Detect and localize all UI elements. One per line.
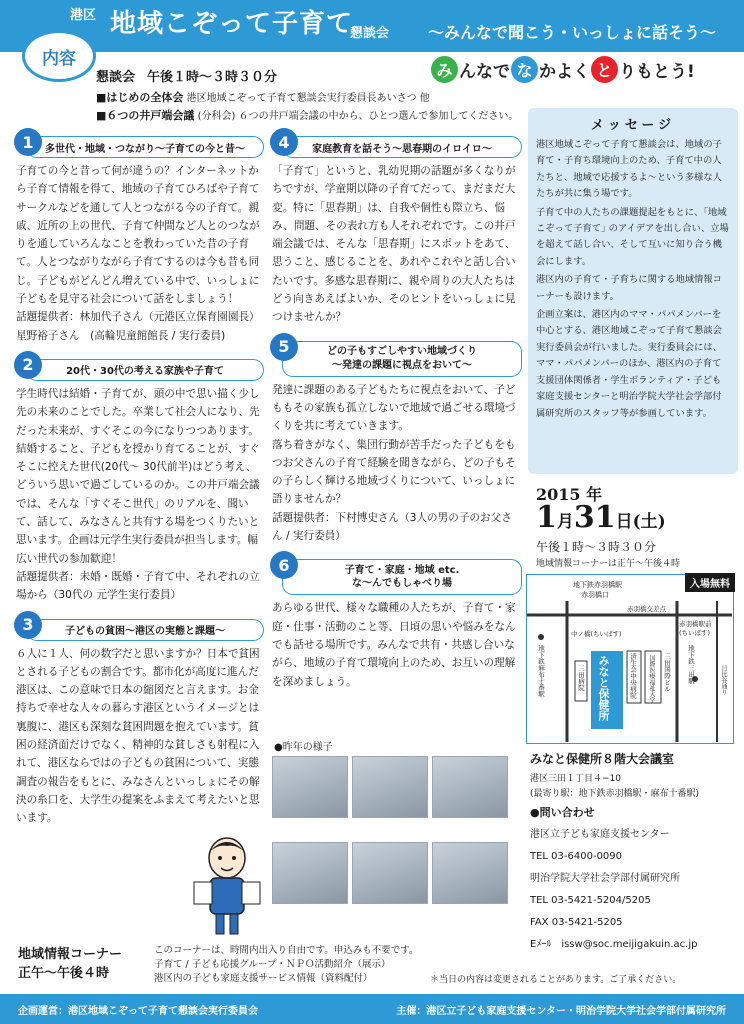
header-kondankai: 懇談会 <box>350 26 390 41</box>
section-2-title: 20代・30代の考える家族や子育て <box>26 359 264 381</box>
slogan <box>430 56 695 83</box>
contact-email[interactable]: Eﾒｰﾙ issw@soc.meijigakuin.ac.jp <box>530 939 698 950</box>
event-weekday: (土) <box>632 512 666 532</box>
venue-station: (最寄り駅：地下鉄赤羽橋駅・麻布十番駅) <box>530 789 700 799</box>
section-2-speaker: 話題提供者：未婚・既婚・子育て中、それぞれの立場から（30代の 元学生実行委員） <box>16 570 260 602</box>
contact-org-2: 明治学院大学社会学部付属研究所 <box>530 873 680 884</box>
section-5 <box>270 333 522 546</box>
map-label-station1b: 赤羽橋口 <box>581 591 609 599</box>
section-3-head <box>14 611 264 645</box>
intro-line2-label: ■６つの井戸端会議 <box>96 109 195 122</box>
section-6-title <box>282 559 522 595</box>
message-para-1: 港区地域こぞって子育て懇談会は、地域の子育て・子育ち環境向上のため、子育て中の人たちと、地域で応援するよ〜という多様な人たちが共に集う場です。 <box>536 139 722 200</box>
map-label-road1: 赤羽橋交差点 <box>627 605 666 613</box>
section-3-title: 子どもの貧困〜港区の実態と課題〜 <box>26 619 264 641</box>
message-body <box>536 137 730 422</box>
access-map <box>526 574 734 744</box>
header-title: 地域こぞって子育て <box>110 9 354 39</box>
footer-organizer: 企画運営：港区地域こぞって子育て懇談会実行委員会 <box>18 1005 258 1017</box>
section-2-body <box>14 385 264 605</box>
section-4-body <box>270 162 522 327</box>
section-2-head <box>14 351 264 385</box>
header-banner <box>0 0 744 52</box>
intro-line1-label: ■はじめの全体会 <box>96 91 184 104</box>
section-1-speaker-2: 星野裕子さん (高輪児童館館長 / 実行委員) <box>16 329 226 342</box>
message-box <box>528 108 738 474</box>
corner-title: 地域情報コーナー <box>18 947 123 962</box>
section-6-title-line-2: な〜んでもしゃべり場 <box>352 578 452 590</box>
slogan-dot-3: と <box>591 56 618 83</box>
event-month-unit: 月 <box>556 512 574 532</box>
mascot-illustration <box>190 830 264 940</box>
event-day: 31 <box>573 500 616 535</box>
photo-2 <box>352 756 428 818</box>
intro-line-1 <box>96 89 430 105</box>
section-4 <box>270 128 522 327</box>
section-2-text: 学生時代は結婚・子育てが、頭の中で思い描く少し先の未来のことでした。卒業して社会人になり、先だった未来が、すぐそこの今になりつつあります。結婚すること、子どもを授かり育てることが、すぐそこに控えた世代(20代〜 30代前半)はどう考え、どういう思いで過ごしているのか。この井戸端会議では、そんな「すぐそこ世代」のリアルを、聞いて、話して、みなさんと共有する場をつくりたいと思います。企画は元学生実行委員が担当します。幅広い世代の参加歓迎！ <box>16 387 260 565</box>
map-label-b1: 済生会中央病院 <box>629 653 637 699</box>
section-5-number: 5 <box>270 333 298 361</box>
section-6-text: あらゆる世代、様々な職種の人たちが、子育て・家庭・仕事・活動のこと等、日頃の思いや悩みをなんでも話せる場所です。みんなで共有・共感し合いながら、地域の子育て環境向上のため、お互いの理解を深めましょう。 <box>272 602 516 688</box>
section-1 <box>14 128 264 345</box>
slogan-dot-1: み <box>431 56 458 83</box>
section-5-title <box>282 341 522 377</box>
map-label-venue: みなと保健所 <box>597 655 610 721</box>
section-6-head <box>270 551 522 599</box>
section-3-number: 3 <box>14 611 42 639</box>
section-4-title: 家庭教育を話そう〜思春期のイロイロ〜 <box>282 136 522 158</box>
slogan-dot-2: な <box>511 56 538 83</box>
section-1-number: 1 <box>14 128 42 156</box>
photo-5 <box>352 842 428 904</box>
corner-time: 正午〜午後４時 <box>18 966 110 981</box>
section-4-text: 「子育て」というと、乳幼児期の話題が多くなりがちですが、学童期以降の子育てだって、まだまだ大変。特に「思春期」は、自我や個性も際立ち、悩み、問題、その表れ方も人それぞれです。この井戸端会議では、そんな「思春期」にスポットをあて、思うこと、感じることを、あれやこれやと話し合いたいです。多感な思春期に、親や周りの大人たちはどう向きあえばよいか、そのヒントをいっしょに見つけませんか？ <box>272 165 516 324</box>
section-3-text: ６人に１人、何の数字だと思いますか？日本で貧困とされる子どもの割合です。都市化が高度に進んだ港区は、この意味で日本の縮図だと言えます。お金持ちで幸せな人々の暮らす港区というイメージとは裏腹に、港区も深刻な貧困問題を抱えています。貧困の経済面だけでなく、精神的な貧しさも射程に入れて、港区ならではの子どもの貧困について、実態調査の報告をもとに、みなさんといっしょにその解決の糸口を、大学生の提案をふまえて考えたいと思います。 <box>16 647 260 825</box>
section-5-body <box>270 381 522 546</box>
message-para-4: 企画立案は、港区内のママ・パパメンバーを中心とする、港区地域こぞって子育て懇談会実行委員会が行いました。実行委員会には、ママ・パパメンバーのほか、港区内の子育て支援団体関係者・学生ボランティア・子ども家庭支援センターと明治学院大学社会学部付属研究所のスタッフ等が参画しています。 <box>536 309 722 419</box>
venue-address: 港区三田１丁目４−10 <box>530 774 621 784</box>
change-note: ＊当日の内容は変更されることがあります。ご了承ください。 <box>430 975 682 985</box>
photo-3 <box>432 756 508 818</box>
section-6 <box>270 551 522 690</box>
contact-tel-1: TEL 03-6400-0090 <box>530 851 623 862</box>
event-time: 午後１時〜３時３０分 <box>536 540 657 554</box>
map-label-b6: 地下鉄三田駅 <box>687 645 695 684</box>
section-5-title-line-2: 〜発達の課題に視点をおいて〜 <box>332 359 472 371</box>
section-5-head <box>270 333 522 381</box>
section-3 <box>14 611 264 828</box>
map-label-road2: 赤羽橋駅前 <box>679 620 712 628</box>
corner-desc-2: 子育て / 子ども応援グループ・ＮＰＯ活動紹介（展示） <box>154 959 391 970</box>
map-label-road2b: (ちいばす) <box>679 629 711 637</box>
corner-desc-1: このコーナーは、時間内出入り自由です。申込みも不要です。 <box>154 945 419 956</box>
map-label-b7: 日比谷通り <box>720 665 727 695</box>
section-6-body <box>270 599 522 690</box>
section-6-number: 6 <box>270 551 298 579</box>
section-5-text-2: 落ち着きがなく、集団行動が苦手だった子どもをもつお父さんの子育て経験を聞きながら、どの子もその子らしく輝ける地域づくりについて、いっしょに語りませんか？ <box>272 438 516 506</box>
venue-place: みなと保健所８階大会議室 <box>530 752 675 766</box>
section-6-title-line-1: 子育て・家庭・地域 etc. <box>344 564 460 576</box>
section-1-speaker-1: 話題提供者：林加代子さん（元港区立保育園園長） <box>16 311 260 324</box>
map-label-bus: 中ノ橋(ちいばす) <box>571 630 622 638</box>
footer-banner <box>0 994 744 1024</box>
section-1-head <box>14 128 264 162</box>
intro-meeting: 懇談会 <box>96 70 136 85</box>
photo-1 <box>272 756 348 818</box>
contact-list <box>530 824 697 956</box>
section-4-number: 4 <box>270 128 298 156</box>
intro-time: 午後１時〜３時３０分 <box>147 70 278 85</box>
section-5-text-1: 発達に課題のある子どもたちに視点をおいて、子どももその家族も孤立しないで地域で過ごせる環境づくりを共に考えていきます。 <box>272 383 516 433</box>
photo-4 <box>272 842 348 904</box>
section-5-speaker: 話題提供者：下村博史さん（3人の男の子のお父さん / 実行委員） <box>272 511 512 543</box>
message-para-2: 子育て中の人たちの課題提起をもとに、｢地域こぞって子育て｣ のアイデアを出し合い、立場を超えて話し合い、そして互いに知り合う機会にします。 <box>536 206 729 267</box>
intro-schedule <box>96 66 277 85</box>
section-1-text: 子育ての今と昔って何が違うの？インターネットから子育て情報を得て、地域の子育てひろばや子育てサークルなどを通して人とつながる今の子育て。親戚、近所の上の世代、子育て仲間など人とのつながりを通していろんなことを教わっていた昔の子育て。人とつながりながら子育てするのは今も昔も同じ。子どもがどんどん増えている中で、いっしょに子どもを見守る社会について話をしましょう！ <box>16 165 260 306</box>
map-label-station1: 地下鉄赤羽橋駅 <box>573 581 622 589</box>
slogan-text-1: んなで <box>459 62 510 82</box>
event-info: 地域情報コーナーは正午〜午後４時 <box>536 559 681 569</box>
header-area: 港区 <box>70 8 97 23</box>
footer-host: 主催：港区立子ども家庭支援センター・明治学院大学社会学部付属研究所 <box>396 1005 726 1017</box>
contact-tel-2: TEL 03-5421-5204/5205 <box>530 895 651 906</box>
naiyo-badge: 内容 <box>22 30 96 82</box>
event-day-unit: 日 <box>615 512 633 532</box>
intro-line1-text: 港区地域こぞって子育て懇談会実行委員長あいさつ 他 <box>186 93 430 104</box>
event-month: 1 <box>536 500 557 535</box>
map-label-b5: 地下鉄麻布十番駅 <box>537 645 545 697</box>
corner-description <box>154 944 418 986</box>
map-label-b4: 三田国際ビル <box>663 653 671 692</box>
corner-desc-3: 港区内の子ども家庭支援サービス情報（資料配付） <box>154 973 373 984</box>
section-3-body <box>14 645 264 828</box>
slogan-text-2: かよく <box>539 62 590 82</box>
intro-line-2 <box>96 107 518 123</box>
section-2-number: 2 <box>14 351 42 379</box>
contact-fax: FAX 03-5421-5205 <box>530 917 623 928</box>
section-4-head <box>270 128 522 162</box>
section-1-body <box>14 162 264 345</box>
slogan-text-3: りもとう! <box>619 62 695 82</box>
map-label-b2: 国際医療福祉大学 <box>648 655 655 703</box>
intro-line2-text: (分科会) ６つの井戸端会議の中から、ひとつ選んで参加してください。 <box>197 111 519 122</box>
center-column <box>270 128 522 697</box>
message-title: メッセージ <box>590 118 676 133</box>
left-column <box>14 128 264 834</box>
message-para-3: 港区内の子育て・子育ちに関する地域情報コーナーも設けます。 <box>536 274 722 302</box>
photo-6 <box>432 842 508 904</box>
map-label-b3: 三田病院 <box>577 665 585 691</box>
contact-org-1: 港区立子ども家庭支援センター <box>530 829 670 840</box>
header-subtitle: 〜みんなで聞こう・いっしょに話そう〜 <box>428 23 717 42</box>
contact-title: ●問い合わせ <box>530 806 595 819</box>
admission-free-badge: 入場無料 <box>685 573 735 592</box>
event-year: 2015 年 <box>536 485 603 504</box>
event-date <box>536 500 666 535</box>
section-5-title-line-1: どの子もすごしやすい地域づくり <box>327 346 477 358</box>
photos-label: ●昨年の様子 <box>274 742 333 753</box>
section-1-title: 多世代・地域・つながり〜子育ての今と昔〜 <box>26 136 264 158</box>
section-2 <box>14 351 264 605</box>
